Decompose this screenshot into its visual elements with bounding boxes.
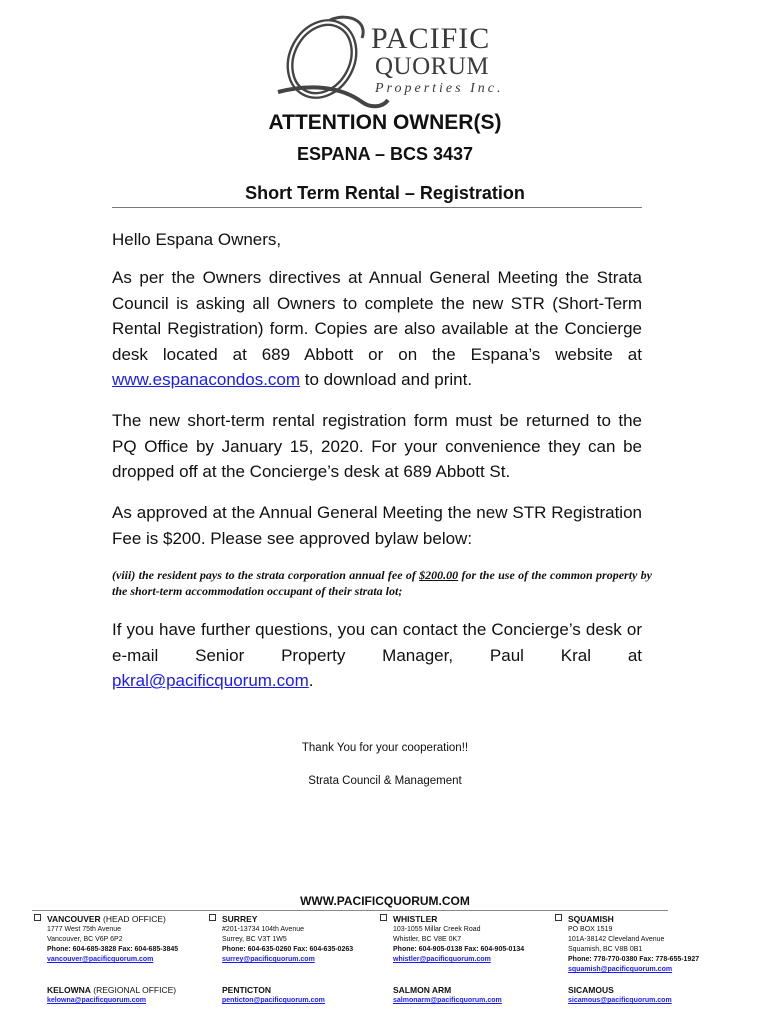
section-divider — [112, 207, 642, 208]
checkbox-icon — [555, 914, 562, 921]
office-squamish — [555, 914, 699, 975]
office-name: SALMON ARM — [393, 985, 452, 995]
office-email[interactable]: surrey@pacificquorum.com — [222, 956, 315, 963]
thank-you-note: Thank You for your cooperation!! — [301, 742, 469, 754]
office-email[interactable]: salmonarm@pacificquorum.com — [393, 997, 502, 1004]
paragraph-text: As per the Owners directives at Annual General Meeting the Strata Council is asking all Owners to complete the new STR (Short-Term Rental Registration) form. Copies are also available at the Concierge desk located at 689 Abbott or on the Espana’s website at — [112, 268, 642, 364]
greeting: Hello Espana Owners, — [112, 230, 282, 249]
office-contact: Phone: 604-635-0260 Fax: 604-635-0263 — [222, 946, 354, 953]
office-whistler — [380, 914, 524, 965]
checkbox-icon — [380, 914, 387, 921]
office-surrey — [209, 914, 353, 965]
office-name — [47, 985, 176, 996]
email-link-pkral[interactable]: pkral@pacificquorum.com — [112, 671, 309, 690]
office-email[interactable]: penticton@pacificquorum.com — [222, 997, 325, 1004]
office-contact: Phone: 778-770-0380 Fax: 778-655-1927 — [568, 956, 700, 963]
paragraph-contact — [112, 617, 642, 694]
office-email[interactable]: whistler@pacificquorum.com — [393, 956, 491, 963]
office-email[interactable]: squamish@pacificquorum.com — [568, 966, 673, 973]
attention-heading: ATTENTION OWNER(S) — [268, 111, 502, 134]
office-city: Surrey, BC V3T 1W5 — [222, 936, 287, 943]
office-type: (HEAD OFFICE) — [100, 914, 166, 924]
office-penticton — [222, 985, 325, 1006]
building-subtitle: ESPANA – BCS 3437 — [296, 144, 474, 164]
bylaw-text: (viii) the resident pays to the strata corporation annual fee of — [112, 568, 420, 582]
office-city: Vancouver, BC V6P 6P2 — [47, 936, 123, 943]
paragraph-text: If you have further questions, you can contact the Concierge’s desk or e-mail Senior Property Manager, Paul Kral at — [112, 620, 642, 665]
logo-text-pacific: PACIFIC — [371, 22, 491, 55]
office-contact: Phone: 604-905-0138 Fax: 604-905-0134 — [393, 946, 525, 953]
office-name — [34, 914, 178, 925]
bylaw-quote — [112, 567, 652, 599]
paragraph-text: to download and print. — [300, 370, 473, 389]
office-name — [555, 914, 699, 925]
logo-text-quorum: QUORUM — [375, 53, 490, 80]
office-kelowna — [47, 985, 176, 1006]
office-city: Squamish, BC V8B 0B1 — [568, 946, 643, 953]
section-title: Short Term Rental – Registration — [245, 183, 525, 203]
office-name-text: VANCOUVER — [47, 914, 101, 924]
office-contact: Phone: 604-685-3828 Fax: 604-685-3845 — [47, 946, 179, 953]
office-address-2: 101A-38142 Cleveland Avenue — [568, 936, 665, 943]
bylaw-text: for the use of the common property by the short-term accommodation occupant of their strata lot; — [112, 568, 653, 598]
paragraph-deadline: The new short-term rental registration form must be returned to the PQ Office by January 15, 2020. For your convenience they can be dropped off at the Concierge’s desk at 689 Abbott St. — [112, 411, 642, 481]
office-salmon-arm — [393, 985, 502, 1006]
office-name-text: WHISTLER — [393, 914, 438, 924]
paragraph-fee: As approved at the Annual General Meeting the new STR Registration Fee is $200. Please see approved bylaw below: — [112, 503, 642, 548]
signoff: Strata Council & Management — [308, 775, 462, 787]
footer-website[interactable]: WWW.PACIFICQUORUM.COM — [300, 894, 470, 908]
office-email[interactable]: kelowna@pacificquorum.com — [47, 997, 147, 1004]
footer-divider — [32, 910, 668, 911]
bylaw-amount: $200.00 — [419, 568, 459, 582]
office-name — [380, 914, 524, 925]
office-address: 1777 West 75th Avenue — [47, 926, 122, 933]
office-type: (REGIONAL OFFICE) — [90, 985, 177, 995]
office-sicamous — [568, 985, 672, 1006]
checkbox-icon — [209, 914, 216, 921]
office-address: #201-13734 104th Avenue — [222, 926, 305, 933]
office-name-text: KELOWNA — [47, 985, 91, 995]
office-address: 103-1055 Millar Creek Road — [393, 926, 481, 933]
office-email[interactable]: vancouver@pacificquorum.com — [47, 956, 154, 963]
office-name — [209, 914, 353, 925]
office-email[interactable]: sicamous@pacificquorum.com — [568, 997, 672, 1004]
checkbox-icon — [34, 914, 41, 921]
office-name-text: SQUAMISH — [568, 914, 614, 924]
office-name-text: SURREY — [222, 914, 258, 924]
office-city: Whistler, BC V8E 0K7 — [393, 936, 462, 943]
office-name: PENTICTON — [222, 985, 271, 995]
paragraph-text: . — [308, 671, 314, 690]
website-link[interactable]: www.espanacondos.com — [112, 370, 301, 389]
office-name: SICAMOUS — [568, 985, 614, 995]
office-address: PO BOX 1519 — [568, 926, 613, 933]
paragraph-str-form — [112, 265, 642, 393]
logo-text-properties: Properties Inc. — [375, 81, 504, 96]
office-vancouver — [34, 914, 178, 965]
